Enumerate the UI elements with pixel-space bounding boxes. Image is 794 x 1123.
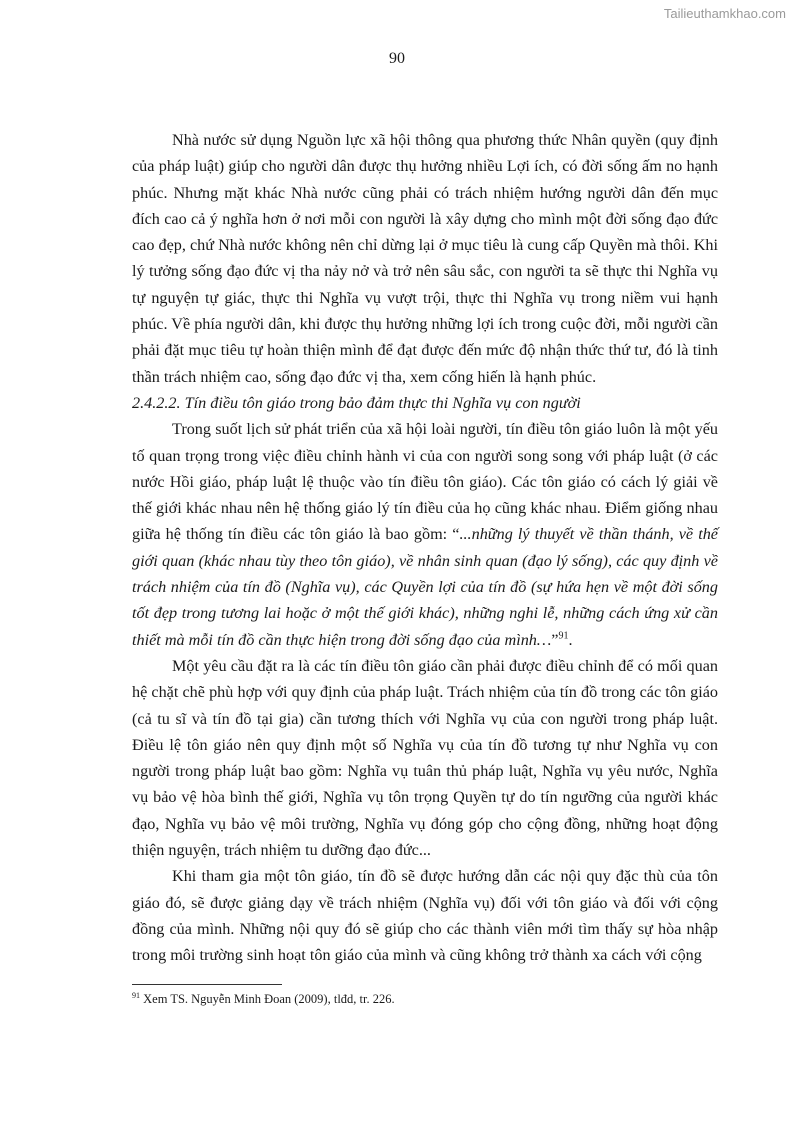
paragraph-2-quote: ...những lý thuyết về thần thánh, về thế giới quan (khác nhau tùy theo tôn giáo), về nhân sinh quan (đạo lý sống), các quy định về trách nhiệm của tín đồ (Nghĩa vụ), các Quyền lợi của tín đồ (sự hứa hẹn về một đời sống tốt đẹp trong tương lai hoặc ở một thế giới khác), những nghi lễ, những cách ứng xử cần thiết mà mỗi tín đồ cần thực hiện trong đời sống đạo của mình… [132,525,718,649]
section-heading: 2.4.2.2. Tín điều tôn giáo trong bảo đảm thực thi Nghĩa vụ con người [132,393,581,412]
footnote-text: Xem TS. Nguyễn Minh Đoan (2009), tlđd, tr. 226. [140,992,395,1006]
paragraph-2-close-quote: ” [551,630,559,649]
footnote-number: 91 [132,990,140,1000]
footnote [132,991,718,1007]
paragraph-2-text: Trong suốt lịch sử phát triển của xã hội loài người, tín điều tôn giáo luôn là một yếu tố quan trọng trong việc điều chỉnh hành vi của con người song song với pháp luật (ở các nước Hồi giáo, pháp luật lệ thuộc vào tín điều tôn giáo). Các tôn giáo có cách lý giải về thế giới khác nhau nên hệ thống giáo lý tín điều của họ cũng khác nhau. Điểm giống nhau giữa hệ thống tín điều các tôn giáo là bao gồm: “ [132,420,718,544]
paragraph-1: Nhà nước sử dụng Nguồn lực xã hội thông qua phương thức Nhân quyền (quy định của pháp luật) giúp cho người dân được thụ hưởng nhiều Lợi ích, có đời sống ấm no hạnh phúc. Nhưng mặt khác Nhà nước cũng phải có trách nhiệm hướng người dân đến mục đích cao cả ý nghĩa hơn ở nơi mỗi con người là xây dựng cho mình một đời sống đạo đức cao đẹp, chứ Nhà nước không nên chỉ dừng lại ở mục tiêu là cung cấp Quyền mà thôi. Khi lý tưởng sống đạo đức vị tha nảy nở và trở nên sâu sắc, con người ta sẽ thực thi Nghĩa vụ tự nguyện tự giác, thực thi Nghĩa vụ vượt trội, thực thi Nghĩa vụ trong niềm vui hạnh phúc. Về phía người dân, khi được thụ hưởng những lợi ích trong cuộc đời, mỗi người cần phải đặt mục tiêu tự hoàn thiện mình để đạt được đến mức độ nhận thức thứ tư, đó là tinh thần trách nhiệm cao, sống đạo đức vị tha, xem cống hiến là hạnh phúc. [132,131,719,386]
paragraph-2 [132,416,718,653]
paragraph-4: Khi tham gia một tôn giáo, tín đồ sẽ được hướng dẫn các nội quy đặc thù của tôn giáo đó, sẽ được giảng dạy về trách nhiệm (Nghĩa vụ) đối với tôn giáo và đối với cộng đồng của mình. Những nội quy đó sẽ giúp cho các thành viên mới tìm thấy sự hòa nhập trong môi trường sinh hoạt tôn giáo của mình và cũng không trở thành xa cách với cộng [132,867,718,965]
footnote-reference[interactable]: 91 [558,630,569,642]
page-number: 90 [389,50,405,67]
paragraph-3: Một yêu cầu đặt ra là các tín điều tôn giáo cần phải được điều chỉnh để có mối quan hệ chặt chẽ phù hợp với quy định của pháp luật. Trách nhiệm của tín đồ trong các tôn giáo (cả tu sĩ và tín đồ tại gia) cần tương thích với Nghĩa vụ của con người trong pháp luật. Điều lệ tôn giáo nên quy định một số Nghĩa vụ của tín đồ tương tự như Nghĩa vụ con người trong pháp luật bao gồm: Nghĩa vụ tuân thủ pháp luật, Nghĩa vụ yêu nước, Nghĩa vụ bảo vệ hòa bình thế giới, Nghĩa vụ tôn trọng Quyền tự do tín ngưỡng của người khác đạo, Nghĩa vụ bảo vệ môi trường, Nghĩa vụ đóng góp cho cộng đồng, những hoạt động thiện nguyện, trách nhiệm tu dưỡng đạo đức... [132,656,718,860]
watermark: Tailieuthamkhao.com [663,6,786,21]
page-body [132,127,718,969]
footnote-divider [132,984,282,985]
paragraph-2-end: . [568,630,573,649]
